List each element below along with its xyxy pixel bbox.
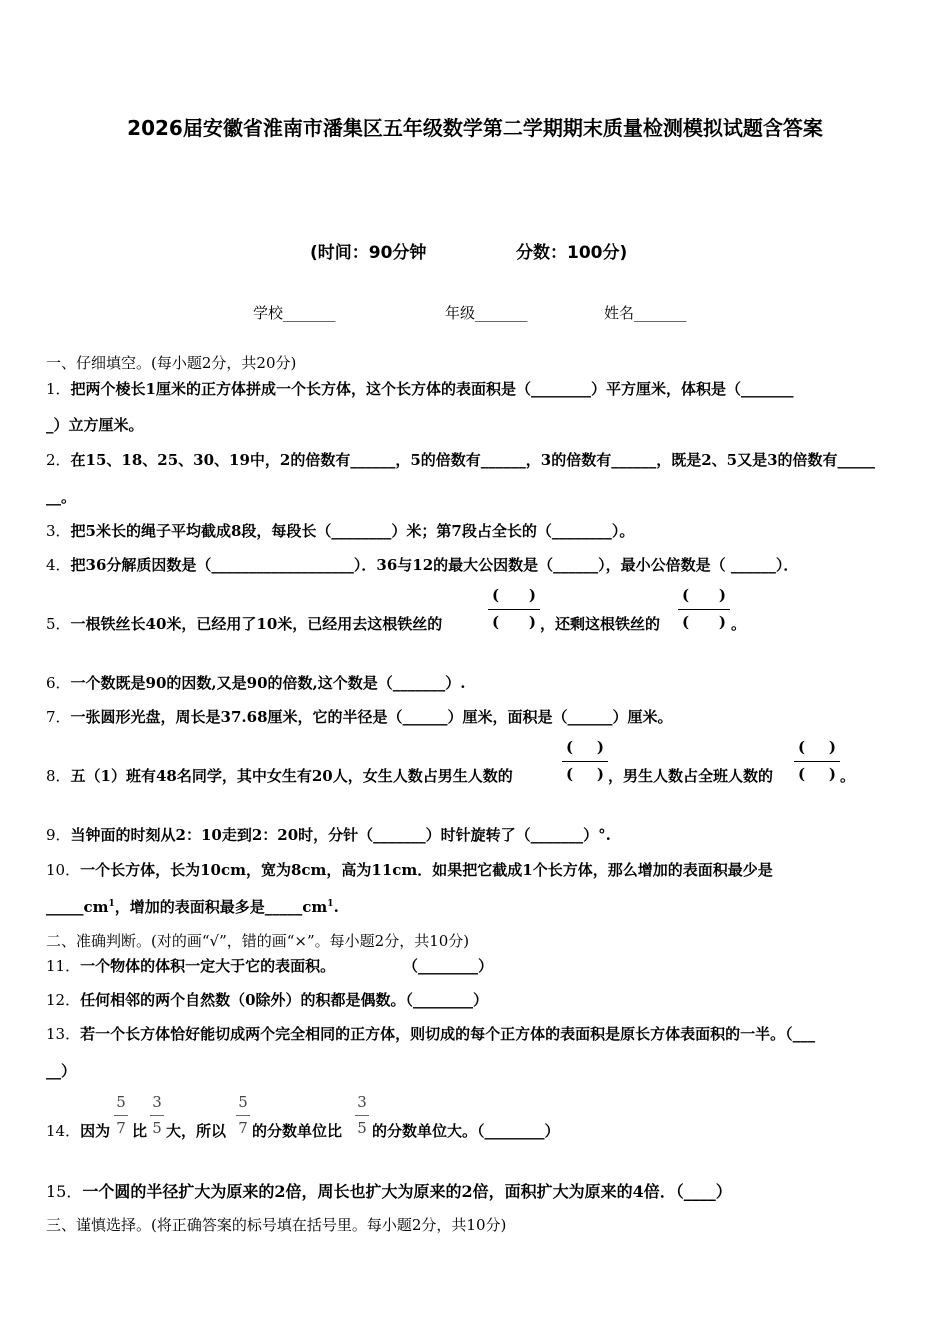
page-title: 2026届安徽省淮南市潘集区五年级数学第二学期期末质量检测模拟试题含答案 <box>127 116 823 140</box>
section-3-heading: 三、谨慎选择。(将正确答案的标号填在括号里。每小题2分，共10分) <box>46 1216 507 1234</box>
question-number: 5． <box>46 615 71 633</box>
exam-time: (时间：90分钟 <box>310 243 427 263</box>
question-1-continued: _）立方厘米。 <box>46 416 144 434</box>
blank-max-area: ，增加的表面积最多是_____cm <box>114 898 328 916</box>
question-6 <box>46 672 465 693</box>
paren-open: ( <box>566 738 574 756</box>
denominator: 7 <box>116 1119 126 1137</box>
paren-open: ( <box>798 765 806 783</box>
fraction-3-5 <box>150 1093 164 1141</box>
paren-close: ) <box>828 738 836 756</box>
question-text: 把两个棱长1厘米的正方体拼成一个长方体，这个长方体的表面积是（________）平方厘米，体积是（_______ <box>70 380 794 398</box>
question-number: 9． <box>46 826 71 844</box>
fraction-bar <box>114 1115 128 1116</box>
question-text: 因为 <box>80 1122 111 1140</box>
paren-open: ( <box>492 613 500 631</box>
question-number: 7． <box>46 708 71 726</box>
paren-close: ) <box>528 586 536 604</box>
question-number: 6． <box>46 674 71 692</box>
question-14-c: 大，所以 <box>166 1122 227 1140</box>
question-number: 12． <box>46 991 81 1009</box>
question-14-b: 比 <box>132 1122 148 1140</box>
question-2 <box>46 449 875 470</box>
question-1 <box>46 378 794 399</box>
fraction-blank[interactable] <box>562 738 608 788</box>
section-1-heading: 一、仔细填空。(每小题2分，共20分) <box>46 354 297 372</box>
numerator: 3 <box>357 1093 367 1111</box>
fraction-bar <box>562 761 608 762</box>
question-15 <box>46 1179 732 1202</box>
paren-open: ( <box>492 586 500 604</box>
question-text: 一个物体的体积一定大于它的表面积。 （________） <box>80 957 493 975</box>
paren-close: ) <box>528 613 536 631</box>
question-number: 3． <box>46 522 71 540</box>
numerator: 5 <box>116 1093 126 1111</box>
question-number: 14． <box>46 1122 81 1140</box>
question-13-continued: __） <box>46 1062 77 1080</box>
question-text: 一张圆形光盘，周长是37.68厘米，它的半径是（______）厘米，面积是（______）厘米。 <box>70 708 673 726</box>
fraction-5-7 <box>114 1093 128 1141</box>
question-number: 10． <box>46 861 81 879</box>
section-2-heading: 二、准确判断。(对的画“√”，错的画“×”。每小题2分，共10分) <box>46 932 470 950</box>
question-7 <box>46 706 673 727</box>
question-number: 11． <box>46 957 81 975</box>
fraction-3-5 <box>355 1093 369 1141</box>
denominator: 5 <box>357 1119 367 1137</box>
fraction-bar <box>150 1115 164 1116</box>
question-text: 若一个长方体恰好能切成两个完全相同的正方体，则切成的每个正方体的表面积是原长方体表面积的一半。（___ <box>80 1025 816 1043</box>
question-number: 15． <box>46 1182 83 1201</box>
paren-close: ) <box>596 765 604 783</box>
fraction-bar <box>794 761 840 762</box>
fraction-blank[interactable] <box>488 586 540 636</box>
school-field[interactable]: 学校_______ <box>253 304 336 322</box>
denominator: 5 <box>152 1119 162 1137</box>
superscript: 1 <box>327 899 334 909</box>
question-text: 一个长方体，长为10cm，宽为8cm，高为11cm．如果把它截成1个长方体，那么增加的表面积最少是 <box>80 861 773 879</box>
question-10-continued <box>46 896 339 917</box>
paren-open: ( <box>682 613 690 631</box>
question-2-continued: __。 <box>46 488 77 506</box>
paren-open: ( <box>798 738 806 756</box>
numerator: 3 <box>152 1093 162 1111</box>
question-text: 一个圆的半径扩大为原来的2倍，周长也扩大为原来的2倍，面积扩大为原来的4倍．（____） <box>82 1182 732 1201</box>
question-text: 把5米长的绳子平均截成8段，每段长（________）米；第7段占全长的（________）。 <box>70 522 635 540</box>
question-13 <box>46 1023 815 1044</box>
fraction-bar <box>236 1115 250 1116</box>
question-text: 把36分解质因数是（___________________）．36与12的最大公因数是（______），最小公倍数是（ ______）． <box>70 556 799 574</box>
numerator: 5 <box>238 1093 248 1111</box>
grade-field[interactable]: 年级_______ <box>445 304 528 322</box>
question-number: 1． <box>46 380 71 398</box>
question-9 <box>46 824 611 845</box>
fraction-blank[interactable] <box>678 586 730 636</box>
name-field[interactable]: 姓名_______ <box>604 304 687 322</box>
question-text: 一个数既是90的因数,又是90的倍数,这个数是（_______）. <box>70 674 466 692</box>
question-8-end: 。 <box>840 767 856 785</box>
blank-min-area: _____cm <box>46 898 109 916</box>
fraction-bar <box>488 609 540 610</box>
question-5-end: 。 <box>731 615 747 633</box>
question-number: 2． <box>46 451 71 469</box>
superscript: 1 <box>108 899 115 909</box>
fraction-bar <box>678 609 730 610</box>
paren-close: ) <box>828 765 836 783</box>
denominator: 7 <box>238 1119 248 1137</box>
question-number: 4． <box>46 556 71 574</box>
fraction-blank[interactable] <box>794 738 840 788</box>
question-text: 在15、18、25、30、19中，2的倍数有______，5的倍数有______，3的倍数有______，既是2、5又是3的倍数有_____ <box>70 451 876 469</box>
question-4 <box>46 554 798 575</box>
question-text: 任何相邻的两个自然数（0除外）的积都是偶数。（________） <box>80 991 489 1009</box>
fraction-bar <box>355 1115 369 1116</box>
fraction-5-7 <box>236 1093 250 1141</box>
question-5-mid: ，还剩这根铁丝的 <box>540 615 661 633</box>
question-14-e: 的分数单位大。（________） <box>372 1122 560 1140</box>
exam-score: 分数：100分) <box>516 243 628 263</box>
question-3 <box>46 520 634 541</box>
paren-open: ( <box>682 586 690 604</box>
question-5 <box>46 613 442 634</box>
period: . <box>333 898 339 916</box>
question-14 <box>46 1120 110 1141</box>
paren-close: ) <box>596 738 604 756</box>
question-text: 当钟面的时刻从2：10走到2：20时，分针（_______）时针旋转了（_______）°. <box>70 826 611 844</box>
question-text: 一根铁丝长40米，已经用了10米，已经用去这根铁丝的 <box>70 615 443 633</box>
question-number: 8． <box>46 767 71 785</box>
paren-close: ) <box>718 586 726 604</box>
question-11 <box>46 955 493 976</box>
question-8-mid: ，男生人数占全班人数的 <box>608 767 774 785</box>
paren-open: ( <box>566 765 574 783</box>
question-number: 13． <box>46 1025 81 1043</box>
question-12 <box>46 989 488 1010</box>
question-8 <box>46 765 513 786</box>
question-text: 五（1）班有48名同学，其中女生有20人，女生人数占男生人数的 <box>70 767 513 785</box>
question-10 <box>46 859 773 880</box>
question-14-d: 的分数单位比 <box>252 1122 343 1140</box>
paren-close: ) <box>718 613 726 631</box>
